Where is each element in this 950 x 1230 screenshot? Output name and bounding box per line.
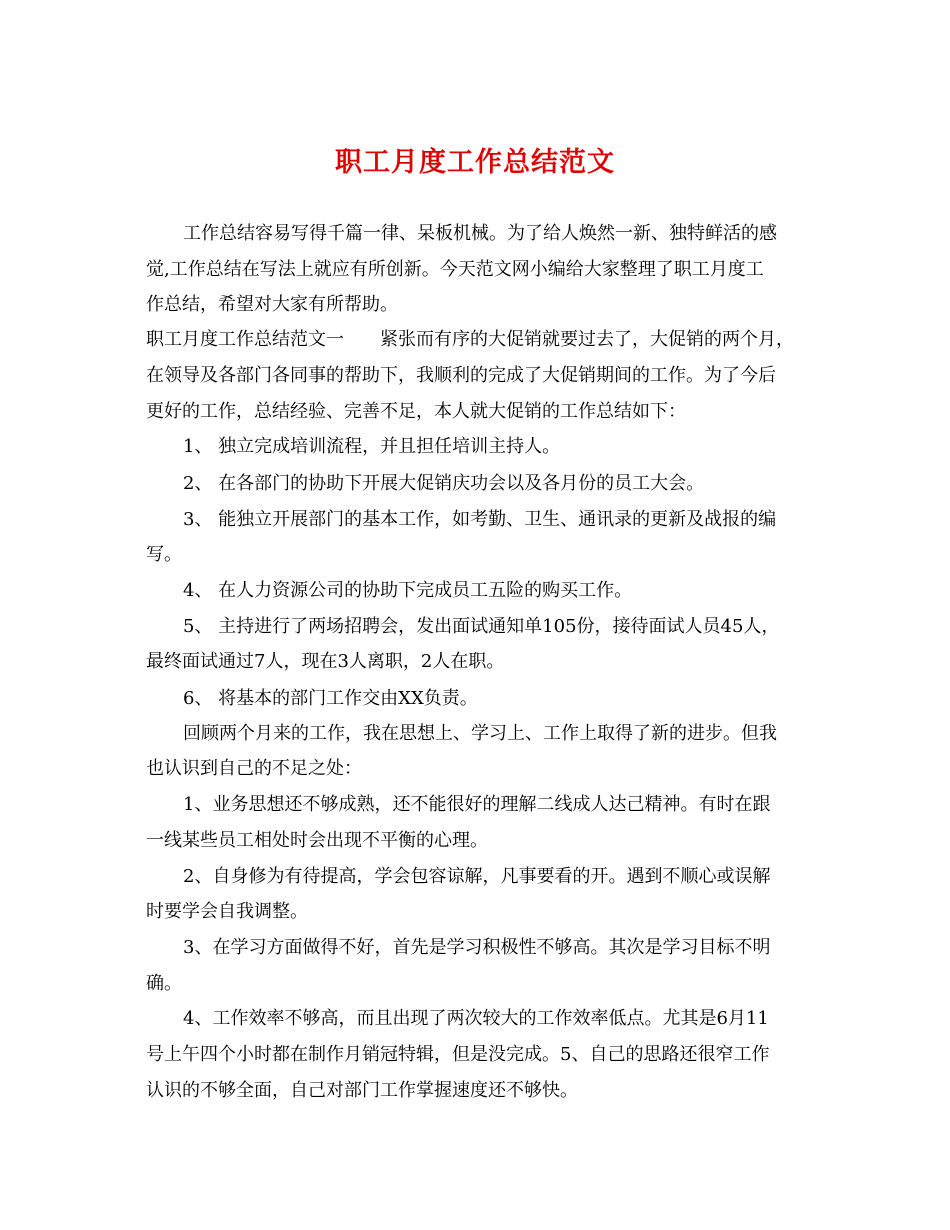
list-item-continuation: 认识的不够全面，自己对部门工作掌握速度还不够快。 [146, 1080, 578, 1101]
list-item: 4、 在人力资源公司的协助下完成员工五险的购买工作。 [183, 580, 633, 601]
list-item: 3、 能独立开展部门的基本工作，如考勤、卫生、通讯录的更新及战报的编 [183, 509, 777, 530]
paragraph-line: 在领导及各部门各同事的帮助下，我顺利的完成了大促销期间的工作。为了今后 [146, 365, 776, 386]
paragraph-line: 职工月度工作总结范文一 紧张而有序的大促销就要过去了，大促销的两个月， [146, 329, 794, 350]
list-item-continuation: 确。 [146, 973, 182, 994]
list-item: 2、自身修为有待提高，学会包容谅解，凡事要看的开。遇到不顺心或误解 [183, 866, 771, 887]
paragraph-line: 工作总结容易写得千篇一律、呆板机械。为了给人焕然一新、独特鲜活的感 [183, 223, 777, 244]
list-item: 3、在学习方面做得不好，首先是学习积极性不够高。其次是学习目标不明 [183, 937, 771, 958]
list-item: 2、 在各部门的协助下开展大促销庆功会以及各月份的员工大会。 [183, 473, 705, 494]
list-item: 1、业务思想还不够成熟，还不能很好的理解二线成人达己精神。有时在跟 [183, 794, 771, 815]
paragraph-line: 也认识到自己的不足之处： [146, 758, 362, 779]
list-item-continuation: 时要学会自我调整。 [146, 901, 308, 922]
paragraph-line: 作总结，希望对大家有所帮助。 [146, 294, 398, 315]
list-item: 1、 独立完成培训流程，并且担任培训主持人。 [183, 436, 561, 457]
paragraph-line: 觉,工作总结在写法上就应有所创新。今天范文网小编给大家整理了职工月度工 [146, 259, 764, 280]
list-item-continuation: 号上午四个小时都在制作月销冠特辑，但是没完成。5、自己的思路还很窄工作 [146, 1044, 770, 1065]
list-item: 5、 主持进行了两场招聘会，发出面试通知单105份，接待面试人员45人， [183, 616, 780, 637]
list-item: 4、工作效率不够高，而且出现了两次较大的工作效率低点。尤其是6月11 [183, 1008, 769, 1029]
document-title: 职工月度工作总结范文 [335, 147, 615, 178]
list-item: 6、 将基本的部门工作交由XX负责。 [183, 688, 478, 709]
list-item-continuation: 最终面试通过7人，现在3人离职，2人在职。 [146, 651, 505, 672]
list-item-continuation: 写。 [146, 544, 182, 565]
list-item-continuation: 一线某些员工相处时会出现不平衡的心理。 [146, 830, 488, 851]
paragraph-line: 更好的工作，总结经验、完善不足，本人就大促销的工作总结如下： [146, 401, 686, 422]
paragraph-line: 回顾两个月来的工作，我在思想上、学习上、工作上取得了新的进步。但我 [183, 723, 777, 744]
